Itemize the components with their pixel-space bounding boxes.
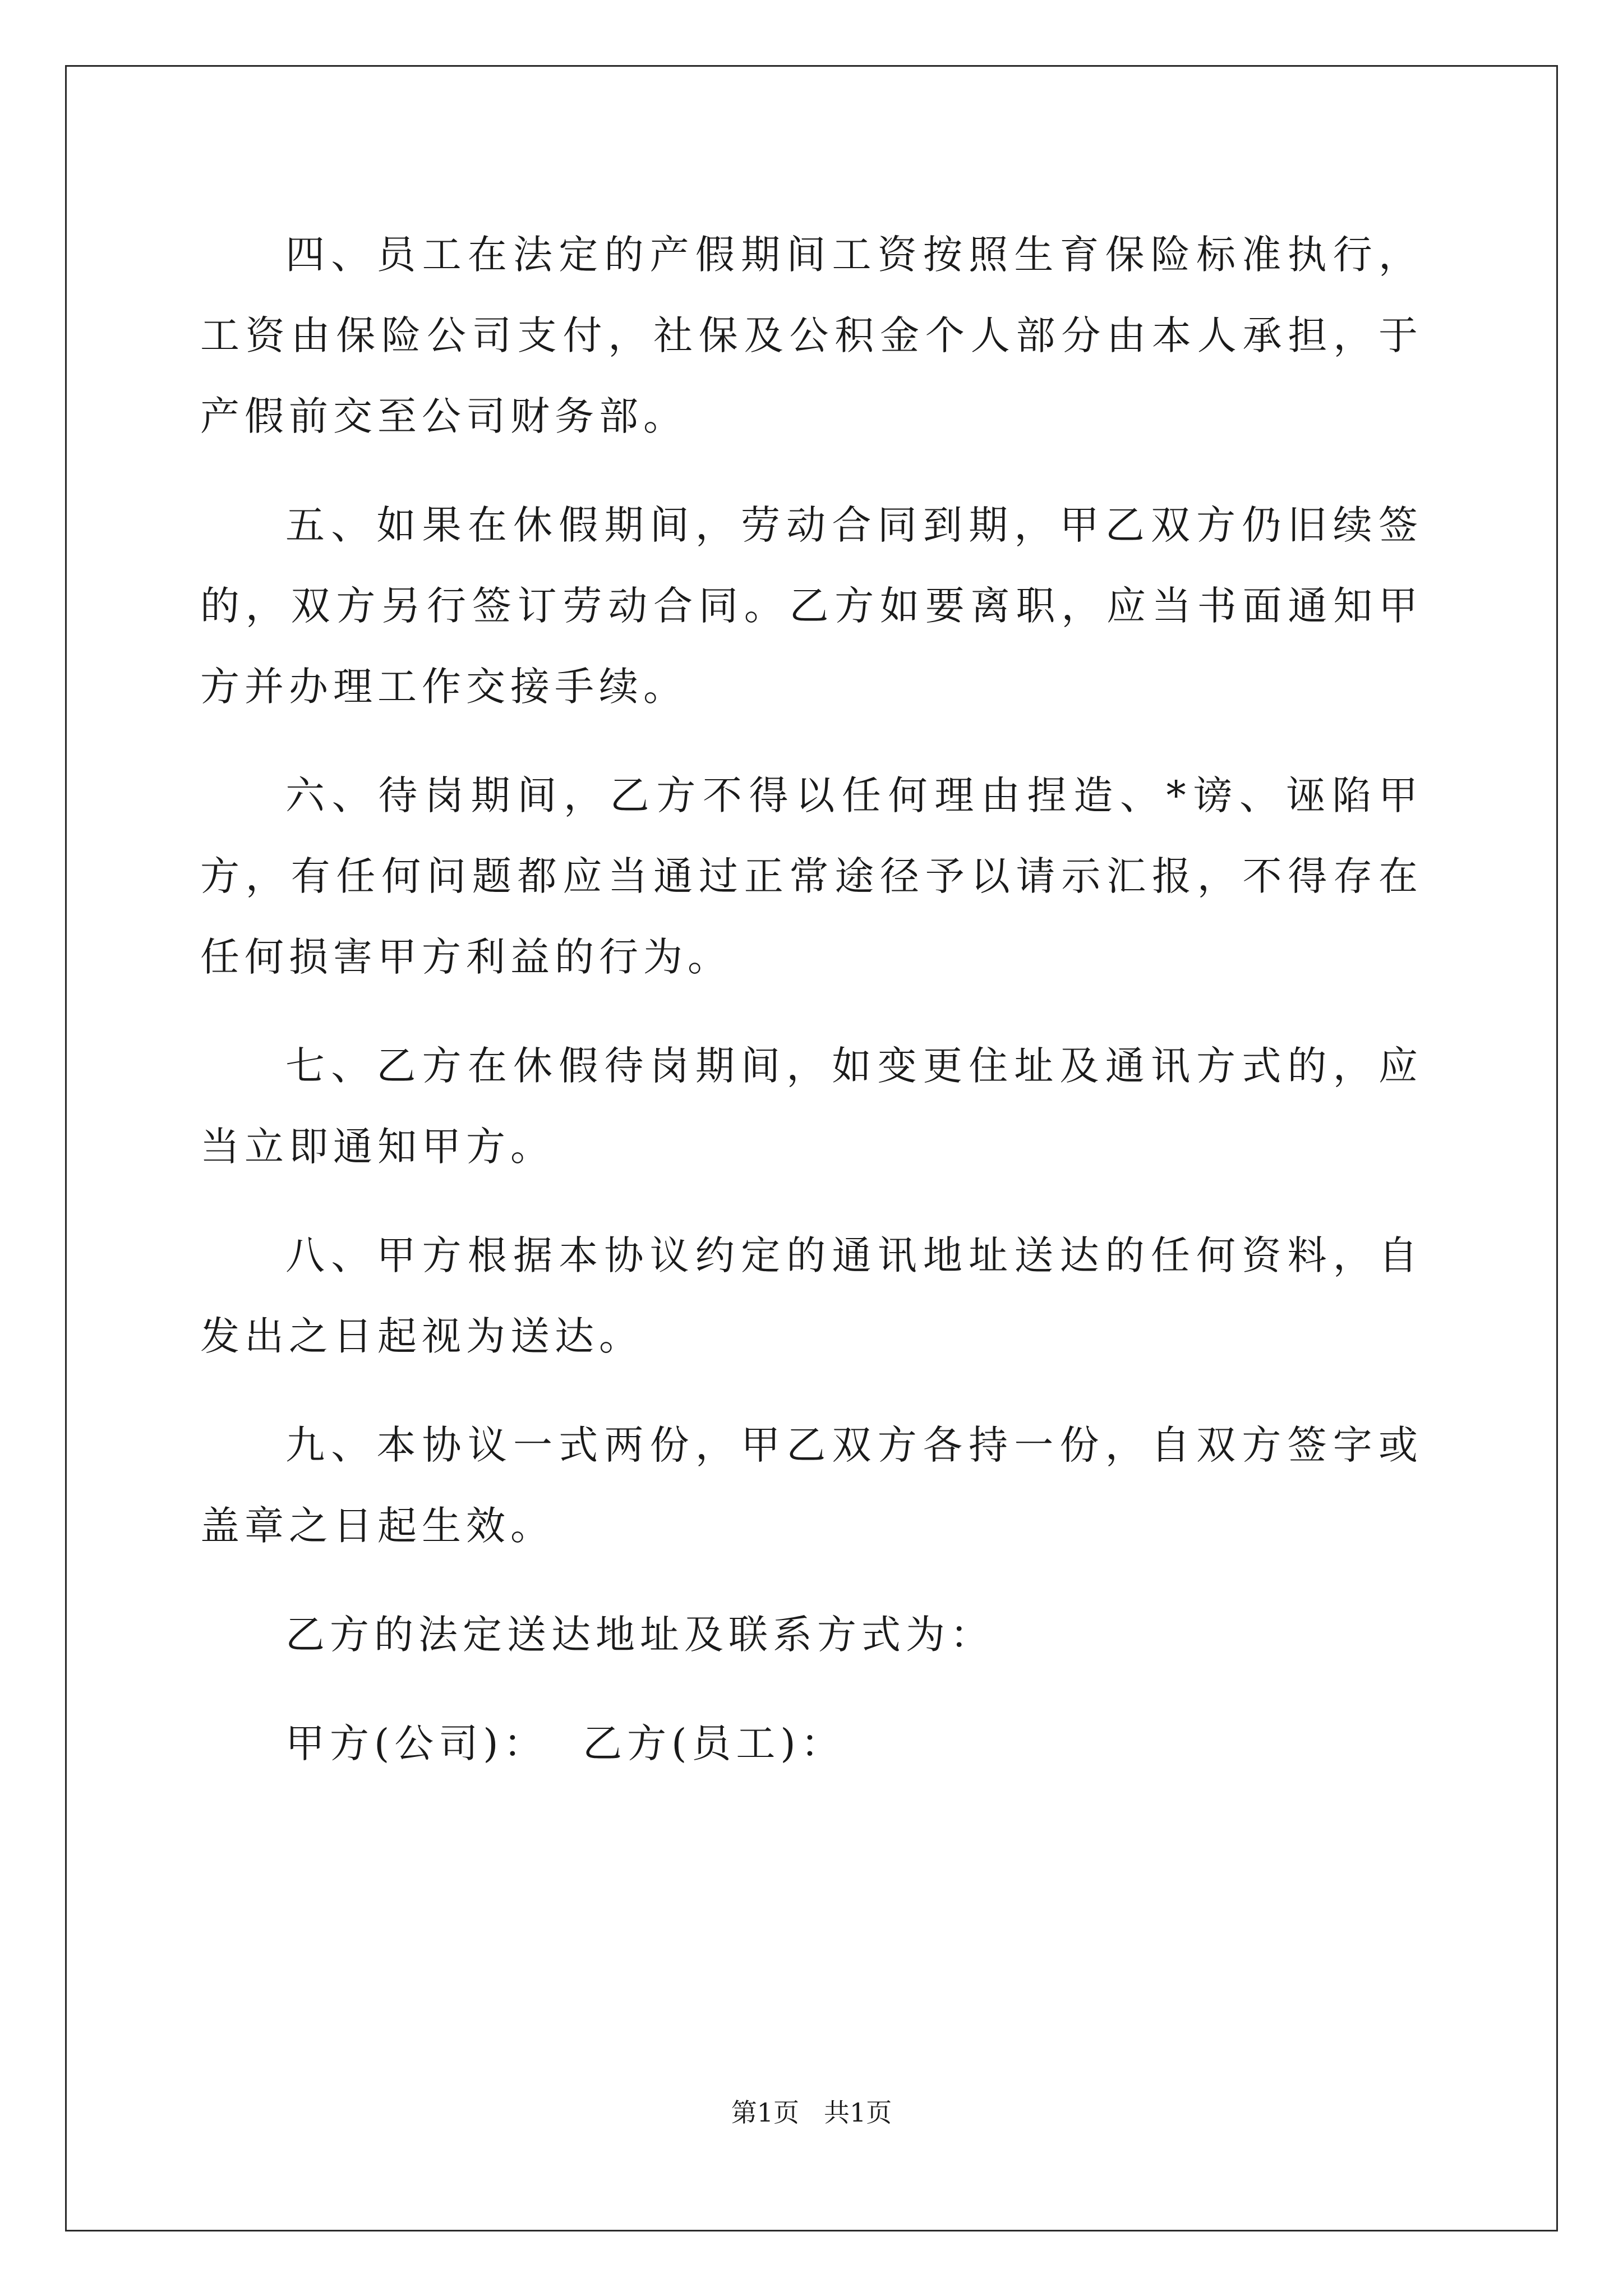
- page-number: 第1页: [731, 2097, 799, 2128]
- page-footer: [0, 2096, 1623, 2129]
- address-line: 乙方的法定送达地址及联系方式为：: [285, 1612, 994, 1658]
- document-body: [200, 214, 1423, 1784]
- clause-9: 九、本协议一式两份，甲乙双方各持一份，自双方签字或盖章之日起生效。: [200, 1422, 1423, 1549]
- clause-4: 四、员工在法定的产假期间工资按照生育保险标准执行，工资由保险公司支付，社保及公积金个人部分由本人承担，于产假前交至公司财务部。: [200, 232, 1423, 439]
- clause-7: 七、乙方在休假待岗期间，如变更住址及通讯方式的，应当立即通知甲方。: [200, 1043, 1423, 1170]
- signature-line: 甲方(公司)： 乙方(员工)：: [285, 1720, 845, 1766]
- page-total: 共1页: [824, 2097, 892, 2128]
- clause-5: 五、如果在休假期间，劳动合同到期，甲乙双方仍旧续签的，双方另行签订劳动合同。乙方如要离职，应当书面通知甲方并办理工作交接手续。: [200, 502, 1423, 710]
- clause-8: 八、甲方根据本协议约定的通讯地址送达的任何资料，自发出之日起视为送达。: [200, 1232, 1423, 1359]
- clause-6: 六、待岗期间，乙方不得以任何理由捏造、*谤、诬陷甲方，有任何问题都应当通过正常途径予以请示汇报，不得存在任何损害甲方利益的行为。: [200, 772, 1423, 980]
